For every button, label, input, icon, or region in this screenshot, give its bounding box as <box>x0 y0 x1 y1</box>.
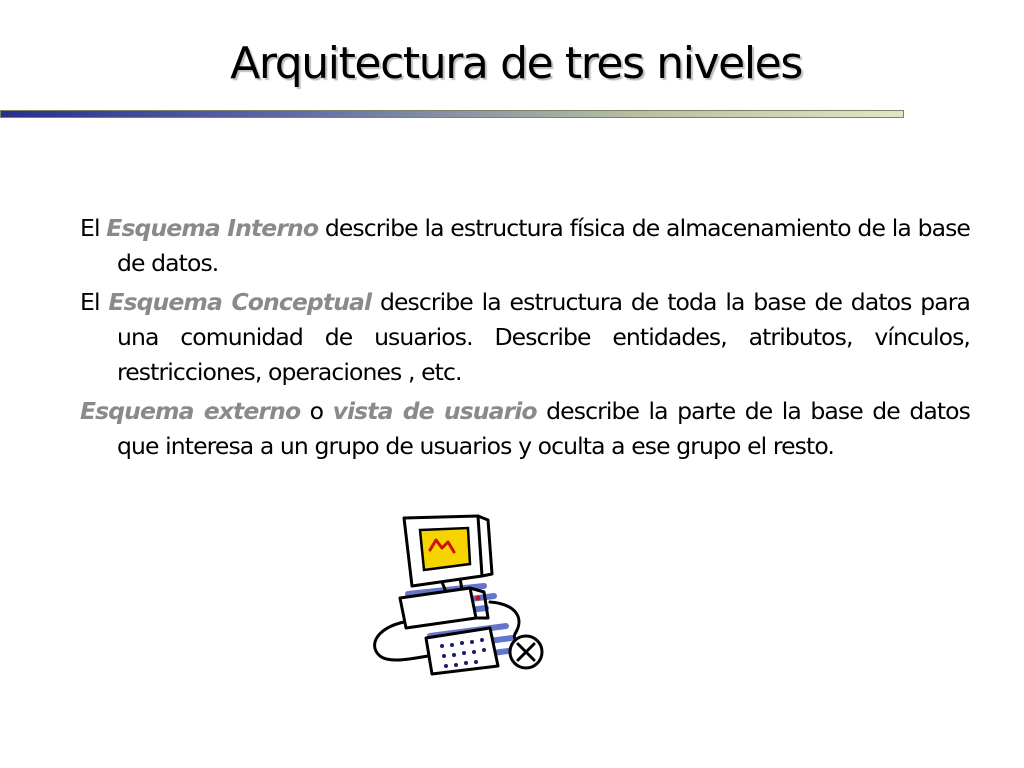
paragraph-text: describe la parte de la base de datos que interesa a un grupo de usuarios y oculta a ese grupo el resto. <box>117 397 970 460</box>
term-esquema-interno: Esquema Interno <box>106 214 319 242</box>
term-esquema-externo: Esquema externo <box>80 397 301 425</box>
slide-body <box>80 211 970 468</box>
paragraph-lead: El <box>80 288 100 316</box>
term-esquema-conceptual: Esquema Conceptual <box>108 288 372 316</box>
paragraph-text: describe la estructura de toda la base de datos para una comunidad de usuarios. Describe entidades, atributos, vínculos, restricciones, operaciones , etc. <box>117 288 971 386</box>
paragraph-text: describe la estructura física de almacenamiento de la base de datos. <box>117 214 970 277</box>
slide-title: Arquitectura de tres niveles <box>230 38 802 89</box>
paragraph-esquema-conceptual <box>80 285 970 390</box>
title-underline <box>0 110 904 118</box>
paragraph-esquema-externo <box>80 394 970 464</box>
paragraph-lead: El <box>80 214 100 242</box>
paragraph-esquema-interno <box>80 211 970 281</box>
term-vista-de-usuario: vista de usuario <box>332 397 537 425</box>
computer-clipart-icon <box>366 506 556 690</box>
paragraph-connector: o <box>309 397 324 425</box>
